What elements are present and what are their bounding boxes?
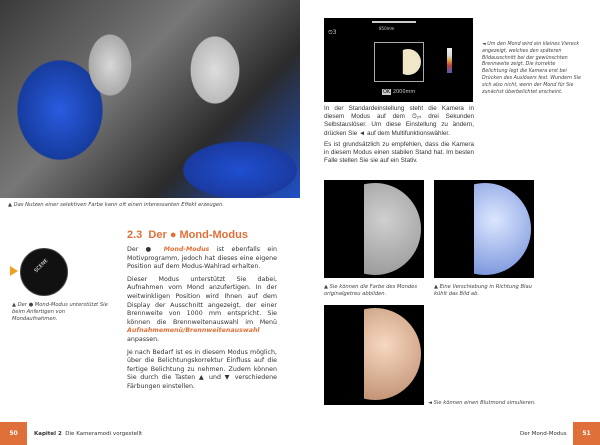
section-footer: Der Mond-Modus	[520, 431, 567, 437]
left-body-text: Der ● Mond-Modus ist ebenfalls ein Motivprogramm, jedoch hat dieses eine eigene Position auf dem Modus-Wahlrad erhalten. Dieser Modus unterstützt Sie dabei, Aufnahmen vom Mond anzufertigen. In der weitwinkligen Position wird Ihnen auf dem Display der Ausschnitt angezeigt, der einer Brennweite von 1000 mm entspricht. Sie können die Brennweitenauswahl im Menü Aufnahmemenü/Brennweitenauswahl anpassen. Je nach Bedarf ist es in diesem Modus möglich, über die Belichtungskorrektur Einfluss auf die fertige Belichtung zu nehmen. Zudem können Sie durch die Tasten ▲ und ▼ verschiedene Färbungen einstellen.	[127, 246, 277, 390]
menu-path-link[interactable]: Aufnahmemenü/Brennweitenauswahl	[127, 327, 260, 335]
page-number-right: 51	[573, 422, 600, 445]
moon-photo-blue	[434, 180, 534, 278]
crop-frame	[374, 42, 424, 82]
zoom-bar	[372, 21, 416, 23]
page-number-left: 50	[0, 422, 27, 445]
focal-length-bottom: OK 2000mm	[383, 89, 416, 95]
section-heading: 2.3 Der ● Mond-Modus	[127, 229, 248, 241]
dial-pointer-icon	[10, 266, 18, 276]
exposure-scale	[447, 48, 452, 73]
chapter-footer: Kapitel 2 Die Kameramodi vorgestellt	[34, 431, 143, 437]
focal-length-top: 850mm	[379, 26, 395, 31]
photo-caption: ▲ Das Nutzen einer selektiven Farbe kann oft einen interessanten Effekt erzeugen.	[8, 202, 225, 208]
carnival-mask-photo	[0, 0, 300, 198]
mode-dial-image	[20, 248, 68, 296]
moon-preview	[395, 49, 421, 75]
moon-photo-blood	[324, 305, 424, 405]
camera-display-image	[324, 18, 473, 102]
moon1-caption: ▲ Sie können die Farbe des Mondes originalgetreu abbilden.	[324, 284, 418, 297]
right-body-text: In der Standardeinstellung steht die Kamera in diesem Modus auf dem ⏲₂ₛ drei Sekunden Selbstauslöser. Um diese Einstellung zu ändern, drücken Sie ◄ auf dem Multifunktionswähler. Es ist grundsätzlich zu empfehlen, dass die Kamera in diesem Modus einen stabilen Stand hat. Im besten Falle stellen Sie sie auf ein Stativ.	[324, 105, 474, 165]
moon-photo-natural	[324, 180, 424, 278]
display-caption: ◄ Um den Mond wird ein kleines Viereck angezeigt, welches den späteren Bildausschnitt bei der gewünschten Brennweite zeigt. Die korrekte Belichtung legt die Kamera erst bei Drücken des Auslösers fest. Wundern Sie sich also nicht, wenn der Mond für Sie zunächst überbelichtet erscheint.	[482, 42, 581, 95]
dial-scene-label: SCENE	[33, 257, 50, 275]
moon2-caption: ▲ Eine Verschiebung in Richtung Blau kühlt das Bild ab.	[434, 284, 532, 297]
moon3-caption: ◄ Sie können einen Blutmond simulieren.	[428, 400, 536, 406]
dial-caption: ▲ Der ● Mond-Modus unterstützt Sie beim Anfertigen von Mondaufnahmen.	[12, 302, 108, 322]
mond-modus-link[interactable]: Mond-Modus	[163, 246, 210, 253]
self-timer-indicator: ⏲3	[328, 29, 337, 36]
